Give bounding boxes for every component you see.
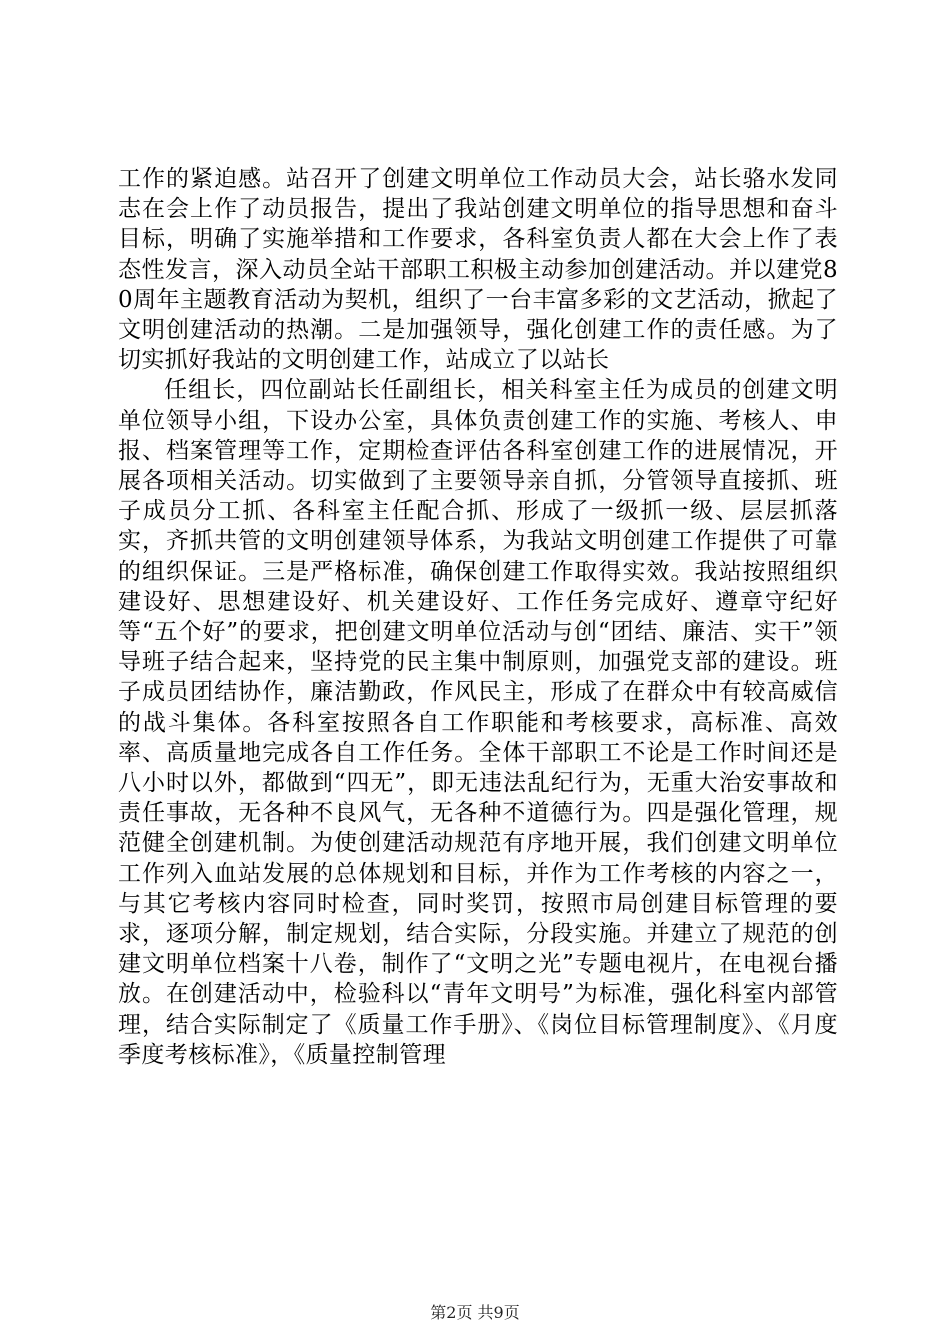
paragraph-1: 工作的紧迫感。站召开了创建文明单位工作动员大会，站长骆水发同志在会上作了动员报告，提出了我站创建文明单位的指导思想和奋斗目标，明确了实施举措和工作要求，各科室负责人都在大会上作了表态性发言，深入动员全站干部职工积极主动参加创建活动。并以建党80周年主题教育活动为契机，组织了一台丰富多彩的文艺活动，掀起了文明创建活动的热潮。二是加强领导，强化创建工作的责任感。为了切实抓好我站的文明创建工作，站成立了以站长 [118,166,838,374]
paragraph-2: 任组长，四位副站长任副组长，相关科室主任为成员的创建文明单位领导小组，下设办公室，具体负责创建工作的实施、考核人、申报、档案管理等工作，定期检查评估各科室创建工作的进展情况，开展各项相关活动。切实做到了主要领导亲自抓，分管领导直接抓、班子成员分工抓、各科室主任配合抓、形成了一级抓一级、层层抓落实，齐抓共管的文明创建领导体系，为我站文明创建工作提供了可靠的组织保证。三是严格标准，确保创建工作取得实效。我站按照组织建设好、思想建设好、机关建设好、工作任务完成好、遵章守纪好等“五个好”的要求，把创建文明单位活动与创“团结、廉洁、实干”领导班子结合起来，坚持党的民主集中制原则，加强党支部的建设。班子成员团结协作，廉洁勤政，作风民主，形成了在群众中有较高威信的战斗集体。各科室按照各自工作职能和考核要求，高标准、高效率、高质量地完成各自工作任务。全体干部职工不论是工作时间还是八小时以外，都做到“四无”，即无违法乱纪行为，无重大治安事故和责任事故，无各种不良风气，无各种不道德行为。四是强化管理，规范健全创建机制。为使创建活动规范有序地开展，我们创建文明单位工作列入血站发展的总体规划和目标，并作为工作考核的内容之一，与其它考核内容同时检查，同时奖罚，按照市局创建目标管理的要求，逐项分解，制定规划，结合实际，分段实施。并建立了规范的创建文明单位档案十八卷，制作了“文明之光”专题电视片，在电视台播放。在创建活动中，检验科以“青年文明号”为标准，强化科室内部管理，结合实际制定了《质量工作手册》、《岗位目标管理制度》、《月度季度考核标准》，《质量控制管理 [118,377,838,1068]
page-footer: 第2页 共9页 [430,1303,520,1322]
document-body [118,164,838,1070]
